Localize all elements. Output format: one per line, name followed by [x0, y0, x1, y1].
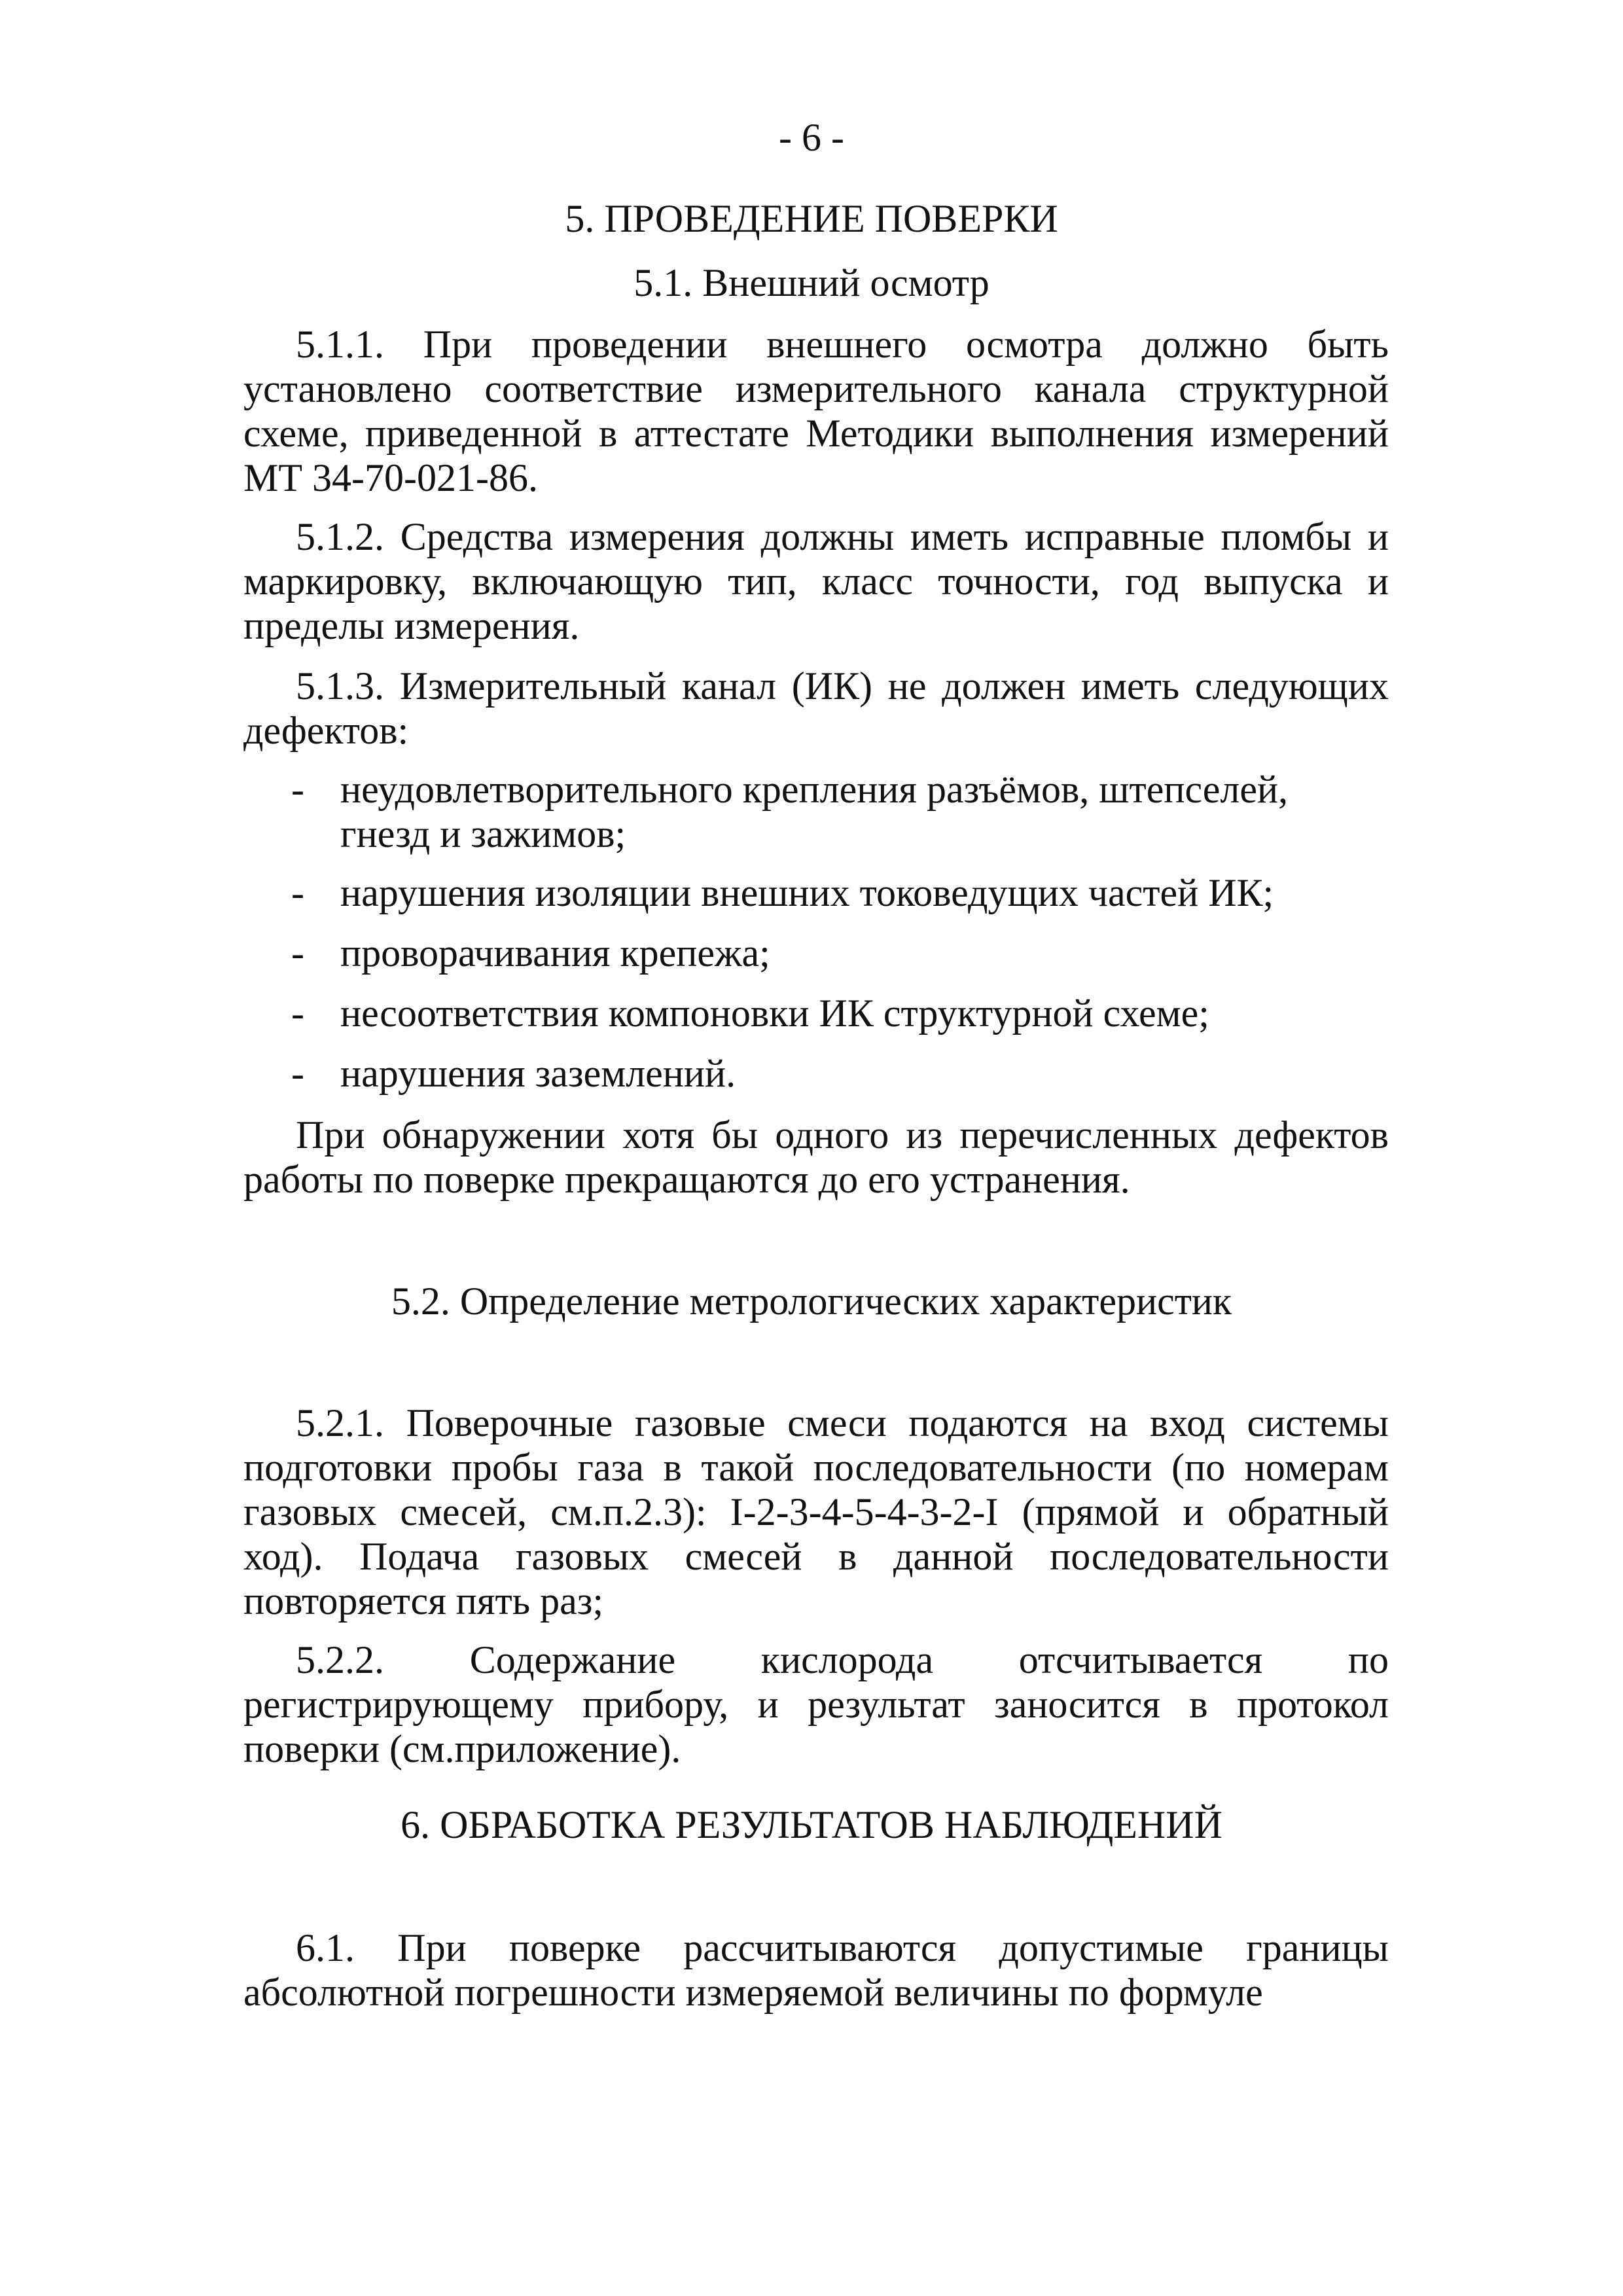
paragraph-defects-note: При обнаружении хотя бы одного из перечисленных дефектов работы по поверке прекращаются до его устранения.	[243, 1113, 1389, 1201]
list-item: проворачивания крепежа;	[340, 931, 770, 975]
list-bullet: -	[291, 931, 304, 975]
paragraph-5-1-1: 5.1.1. При проведении внешнего осмотра должно быть установлено соответствие измерительного канала структурной схеме, приведенной в аттестате Методики выполнения измерений МТ 34-70-021-86.	[243, 323, 1389, 499]
list-bullet: -	[291, 1052, 304, 1095]
paragraph-5-1-2: 5.1.2. Средства измерения должны иметь исправные пломбы и маркировку, включающую тип, класс точности, год выпуска и пределы измерения.	[243, 515, 1389, 647]
subsection-5-1-title: 5.1. Внешний осмотр	[633, 261, 990, 304]
list-bullet: -	[291, 768, 304, 811]
section-6-title: 6. ОБРАБОТКА РЕЗУЛЬТАТОВ НАБЛЮДЕНИЙ	[401, 1803, 1222, 1846]
page-number: - 6 -	[779, 116, 844, 159]
subsection-5-2-title: 5.2. Определение метрологических характеристик	[391, 1280, 1232, 1323]
list-bullet: -	[291, 992, 304, 1035]
paragraph-6-1: 6.1. При поверке рассчитываются допустимые границы абсолютной погрешности измеряемой величины по формуле	[243, 1926, 1389, 2014]
paragraph-5-2-2: 5.2.2. Содержание кислорода отсчитывается по регистрирующему прибору, и результат заносится в протокол поверки (см.приложение).	[243, 1638, 1389, 1770]
list-bullet: -	[291, 871, 304, 914]
paragraph-5-1-3: 5.1.3. Измерительный канал (ИК) не должен иметь следующих дефектов:	[243, 664, 1389, 752]
list-item: нарушения изоляции внешних токоведущих частей ИК;	[340, 871, 1274, 914]
section-5-title: 5. ПРОВЕДЕНИЕ ПОВЕРКИ	[565, 197, 1058, 240]
list-item: нарушения заземлений.	[340, 1052, 736, 1095]
list-item: неудовлетворительного крепления разъёмов, штепселей, гнезд и зажимов;	[340, 768, 1289, 855]
paragraph-5-2-1: 5.2.1. Поверочные газовые смеси подаются на вход системы подготовки пробы газа в такой последовательности (по номерам газовых смесей, см.п.2.3): I-2-3-4-5-4-3-2-I (прямой и обратный ход). Подача газовых смесей в данной последовательности повторяется пять раз;	[243, 1401, 1389, 1623]
list-item: несоответствия компоновки ИК структурной схеме;	[340, 992, 1209, 1035]
